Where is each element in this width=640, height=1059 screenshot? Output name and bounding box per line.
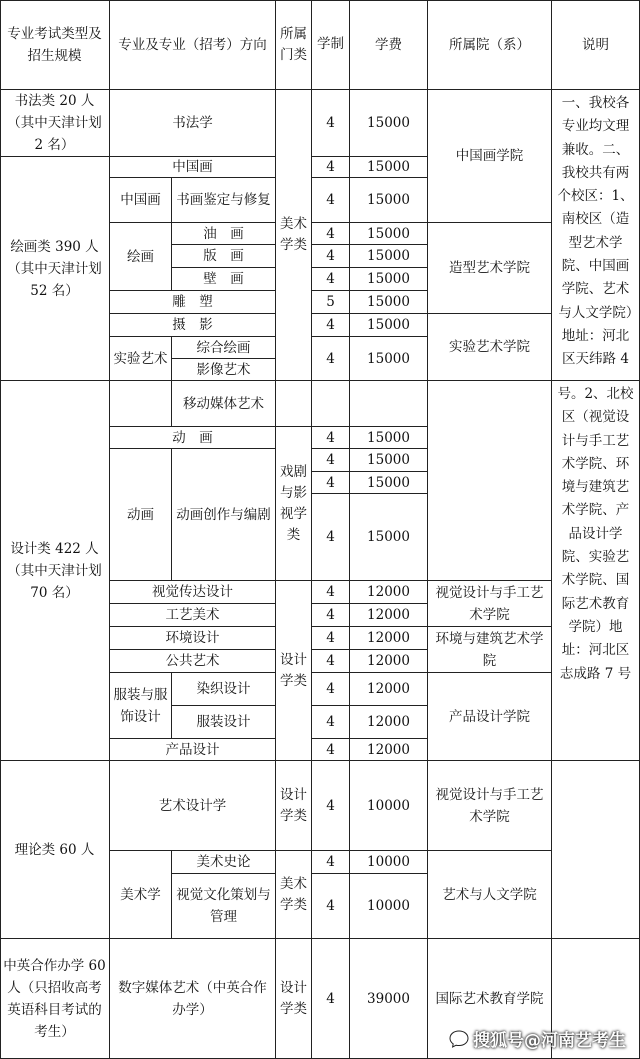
design-fee-3: 15000 bbox=[350, 472, 428, 494]
design-years-4: 4 bbox=[312, 494, 350, 581]
calligraphy-years: 4 bbox=[312, 90, 350, 157]
theory-dept-fine-arts: 美术学类 bbox=[276, 851, 312, 939]
design-years-10: 4 bbox=[312, 706, 350, 739]
chat-bubble-icon bbox=[449, 1030, 469, 1048]
theory-years-curating: 4 bbox=[312, 874, 350, 939]
calligraphy-major: 书法学 bbox=[110, 90, 276, 157]
theory-dept-design: 设计学类 bbox=[276, 761, 312, 851]
dept-fine-arts: 美术学类 bbox=[276, 90, 312, 381]
dept-drama-film: 戏剧与影视学类 bbox=[276, 427, 312, 581]
donghua-major: 动 画 bbox=[110, 427, 276, 449]
diaosu: 雕 塑 bbox=[110, 291, 276, 314]
design-fee-10: 12000 bbox=[350, 706, 428, 739]
design-years-2: 4 bbox=[312, 449, 350, 472]
design-fee-8: 12000 bbox=[350, 650, 428, 673]
sino-years: 4 bbox=[312, 939, 350, 1059]
painting-fee-7: 15000 bbox=[350, 314, 428, 337]
painting-fee-8: 15000 bbox=[350, 337, 428, 381]
huihua-group: 绘画 bbox=[110, 223, 172, 291]
theory-category: 理论类 60 人 bbox=[0, 761, 110, 939]
painting-fee-6: 15000 bbox=[350, 291, 428, 314]
design-fee-5: 12000 bbox=[350, 581, 428, 604]
calligraphy-fee: 15000 bbox=[350, 90, 428, 157]
dept-blank bbox=[276, 381, 312, 427]
header-fee: 学费 bbox=[350, 0, 428, 90]
college-visual-crafts: 视觉设计与手工艺术学院 bbox=[428, 581, 552, 627]
header-category: 专业考试类型及招生规模 bbox=[0, 0, 110, 90]
design-fee-7: 12000 bbox=[350, 627, 428, 650]
painting-years-2: 4 bbox=[312, 178, 350, 223]
college-art-humanities: 艺术与人文学院 bbox=[428, 851, 552, 939]
design-years-11: 4 bbox=[312, 739, 350, 761]
mobile-fee bbox=[350, 381, 428, 427]
theory-years-history: 4 bbox=[312, 851, 350, 874]
college-blank bbox=[428, 381, 552, 581]
college-plastic-arts: 造型艺术学院 bbox=[428, 223, 552, 314]
mobile-years bbox=[312, 381, 350, 427]
design-blank bbox=[110, 381, 172, 427]
art-design-theory: 艺术设计学 bbox=[110, 761, 276, 851]
guohua-major: 中国画 bbox=[110, 157, 276, 178]
painting-years-5: 4 bbox=[312, 268, 350, 291]
visual-culture-curating: 视觉文化策划与管理 bbox=[172, 874, 276, 939]
sino-dept-design: 设计学类 bbox=[276, 939, 312, 1059]
watermark-text: 搜狐号@河南艺考生 bbox=[473, 1031, 626, 1051]
college-environment-architecture: 环境与建筑艺术学院 bbox=[428, 627, 552, 673]
fashion-group: 服装与服饰设计 bbox=[110, 673, 172, 739]
design-fee-4: 15000 bbox=[350, 494, 428, 581]
design-years-7: 4 bbox=[312, 627, 350, 650]
guohua-sub: 书画鉴定与修复 bbox=[172, 178, 276, 223]
meishu-group: 美术学 bbox=[110, 851, 172, 939]
header-note: 说明 bbox=[552, 0, 640, 90]
calligraphy-category: 书法类 20 人（其中天津计划 2 名） bbox=[0, 90, 110, 157]
theory-years-design: 4 bbox=[312, 761, 350, 851]
exp-sub-painting: 综合绘画 bbox=[172, 337, 276, 359]
banhua: 版 画 bbox=[172, 245, 276, 268]
sino-fee: 39000 bbox=[350, 939, 428, 1059]
design-fee-2: 15000 bbox=[350, 449, 428, 472]
sino-category: 中英合作办学 60 人（只招收高考英语科目考试的考生） bbox=[0, 939, 110, 1059]
college-chinese-painting: 中国画学院 bbox=[428, 90, 552, 223]
public-art: 公共艺术 bbox=[110, 650, 276, 673]
product-design: 产品设计 bbox=[110, 739, 276, 761]
design-fee-6: 12000 bbox=[350, 604, 428, 627]
theory-fee-history: 10000 bbox=[350, 851, 428, 874]
painting-years-4: 4 bbox=[312, 245, 350, 268]
watermark bbox=[449, 1026, 626, 1051]
notes-part-2: 号。2、北校区（视觉设计与手工艺术学院、环境与建筑艺术学院、产品设计学院、实验艺术学院、国际艺术教育学院）地址：河北区志成路 7 号 bbox=[552, 381, 640, 761]
painting-fee-1: 15000 bbox=[350, 157, 428, 178]
visual-communication: 视觉传达设计 bbox=[110, 581, 276, 604]
notes-part-1: 一、我校各专业均文理兼收。二、我校共有两个校区：1、南校区（造型艺术学院、中国画学院、艺术与人文学院）地址：河北区天纬路 4 bbox=[552, 90, 640, 381]
exp-group: 实验艺术 bbox=[110, 337, 172, 381]
design-fee-1: 15000 bbox=[350, 427, 428, 449]
textile-design: 染织设计 bbox=[172, 673, 276, 706]
environment-design: 环境设计 bbox=[110, 627, 276, 650]
header-major: 专业及专业（招考）方向 bbox=[110, 0, 276, 90]
painting-years-1: 4 bbox=[312, 157, 350, 178]
college-international: 国际艺术教育学院 bbox=[428, 939, 552, 1059]
theory-note-blank bbox=[552, 761, 640, 939]
header-years: 学制 bbox=[312, 0, 350, 90]
design-years-6: 4 bbox=[312, 604, 350, 627]
exp-sub-video: 影像艺术 bbox=[172, 359, 276, 381]
painting-category: 绘画类 390 人（其中天津计划 52 名） bbox=[0, 157, 110, 381]
art-history: 美术史论 bbox=[172, 851, 276, 874]
donghua-sub: 动画创作与编剧 bbox=[172, 449, 276, 581]
header-dept-class: 所属门类 bbox=[276, 0, 312, 90]
design-years-9: 4 bbox=[312, 673, 350, 706]
dept-design: 设计学类 bbox=[276, 581, 312, 761]
painting-years-3: 4 bbox=[312, 223, 350, 245]
painting-fee-2: 15000 bbox=[350, 178, 428, 223]
college-product-design: 产品设计学院 bbox=[428, 673, 552, 761]
mobile-media-art: 移动媒体艺术 bbox=[172, 381, 276, 427]
painting-fee-4: 15000 bbox=[350, 245, 428, 268]
donghua-group: 动画 bbox=[110, 449, 172, 581]
digital-media-art: 数字媒体艺术（中英合作办学） bbox=[110, 939, 276, 1059]
painting-fee-3: 15000 bbox=[350, 223, 428, 245]
youhua: 油 画 bbox=[172, 223, 276, 245]
design-years-3: 4 bbox=[312, 472, 350, 494]
theory-fee-curating: 10000 bbox=[350, 874, 428, 939]
bihua: 壁 画 bbox=[172, 268, 276, 291]
painting-years-7: 4 bbox=[312, 314, 350, 337]
design-years-8: 4 bbox=[312, 650, 350, 673]
crafts: 工艺美术 bbox=[110, 604, 276, 627]
college-experimental: 实验艺术学院 bbox=[428, 314, 552, 381]
sheying: 摄 影 bbox=[110, 314, 276, 337]
painting-years-6: 5 bbox=[312, 291, 350, 314]
painting-years-8: 4 bbox=[312, 337, 350, 381]
design-fee-9: 12000 bbox=[350, 673, 428, 706]
theory-college-visual: 视觉设计与手工艺术学院 bbox=[428, 761, 552, 851]
design-fee-11: 12000 bbox=[350, 739, 428, 761]
design-years-1: 4 bbox=[312, 427, 350, 449]
design-years-5: 4 bbox=[312, 581, 350, 604]
theory-fee-design: 10000 bbox=[350, 761, 428, 851]
header-college: 所属院（系） bbox=[428, 0, 552, 90]
painting-fee-5: 15000 bbox=[350, 268, 428, 291]
design-category: 设计类 422 人（其中天津计划 70 名） bbox=[0, 381, 110, 761]
guohua-group: 中国画 bbox=[110, 178, 172, 223]
fashion-design: 服装设计 bbox=[172, 706, 276, 739]
